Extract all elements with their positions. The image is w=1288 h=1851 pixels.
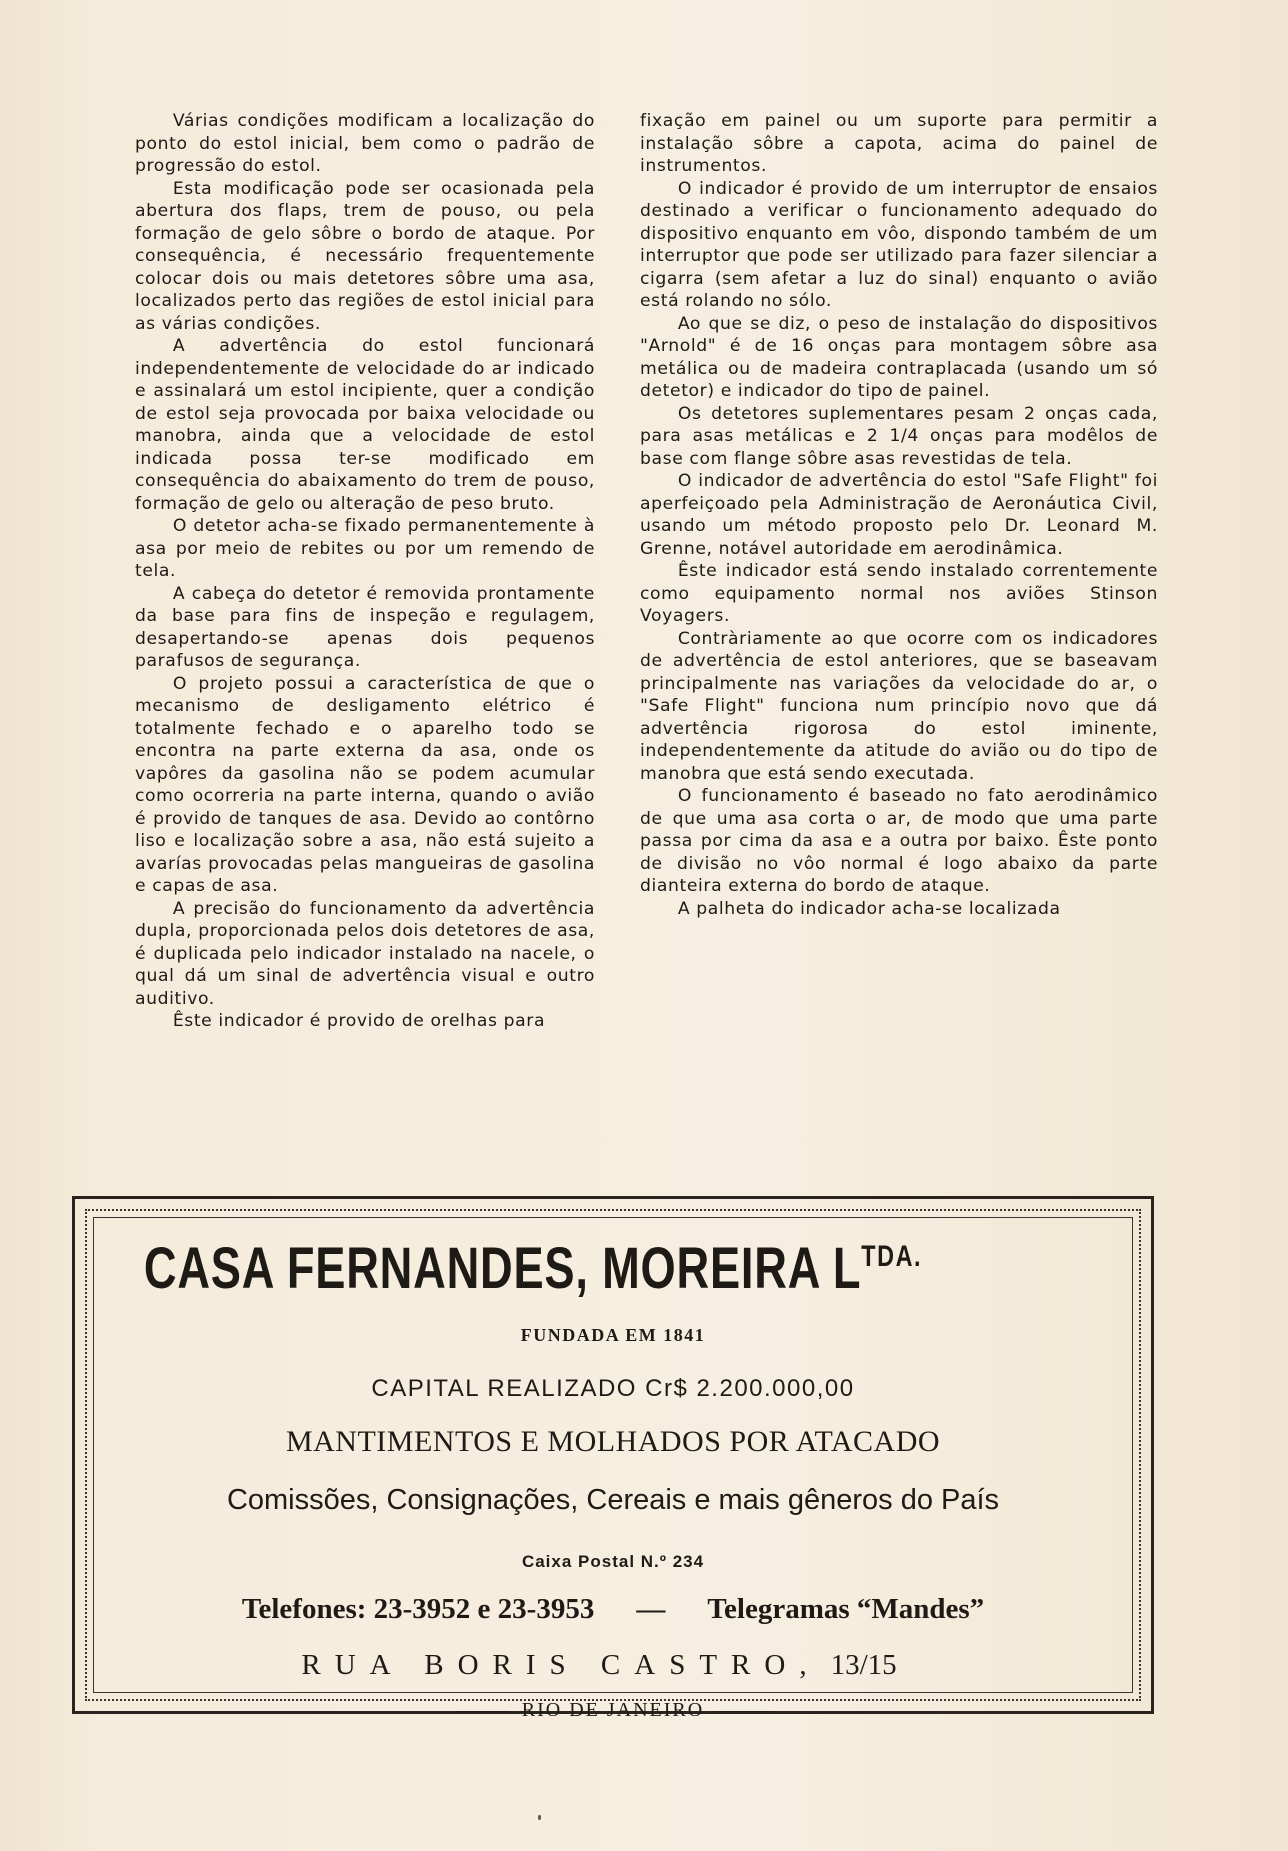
phones-text: Telefones: 23-3952 e 23-3953 (241, 1593, 595, 1625)
city-line (75, 1699, 1151, 1722)
rule-left (456, 1711, 508, 1712)
paragraph: Êste indicador está sendo instalado correntemente como equipamento normal nos aviões Stinson Voyagers. (640, 561, 1158, 626)
street-number: 13/15 (830, 1649, 897, 1681)
paragraph: Várias condições modificam a localização do ponto do estol inicial, bem como o padrão de progressão do estol. (135, 111, 595, 176)
paper-speck (538, 1815, 541, 1820)
po-box-line: Caixa Postal N.º 234 (521, 1552, 705, 1571)
rule-right (718, 1711, 770, 1712)
company-name: CASA FERNANDES, MOREIRA $L^{TDA.}$ (143, 1236, 923, 1301)
paragraph: O indicador é provido de um interruptor de ensaios destinado a verificar o funcionamento adequado do dispositivo enquanto em vôo, dispondo também de um interruptor que pode ser utilizado para fazer silenciar a cigarra (sem afetar a luz do sinal) enquanto o avião está rolando no sólo. (640, 178, 1158, 311)
paragraph: Ao que se diz, o peso de instalação do dispositivos "Arnold" é de 16 onças para montagem sôbre asa metálica ou de madeira contraplacada (usando um só detetor) e indicador do tipo de painel. (640, 313, 1158, 401)
separator-dash: — (636, 1593, 666, 1625)
paragraph: A cabeça do detetor é removida prontamente da base para fins de inspeção e regulagem, desapertando-se apenas dois pequenos parafusos de segurança. (135, 583, 595, 671)
founded-line: FUNDADA EM 1841 (520, 1325, 706, 1345)
paragraph: O funcionamento é baseado no fato aerodinâmico de que uma asa corta o ar, de modo que uma parte passa por cima da asa e a outra por baixo. Êste ponto de divisão no vôo normal é logo abaixo da parte dianteira externa do bordo de ataque. (640, 786, 1158, 896)
paragraph: A palheta do indicador acha-se localizada (677, 898, 1061, 919)
business-line: MANTIMENTOS E MOLHADOS POR ATACADO (285, 1425, 941, 1458)
article-column-right (640, 110, 1158, 920)
paragraph: Esta modificação pode ser ocasionada pela abertura dos flaps, trem de pouso, ou pela formação de gelo sôbre o bordo de ataque. Por consequência, é necessário frequentemente colocar dois ou mais detetores sôbre uma asa, localizados perto das regiões de estol inicial para as várias condições. (135, 178, 595, 334)
paragraph: A precisão do funcionamento da advertência dupla, proporcionada pelos dois detetores de asa, é duplicada pelo indicador instalado na nacele, o qual dá um sinal de advertência visual e outro auditivo. (135, 898, 595, 1009)
contact-line (75, 1593, 1151, 1626)
paragraph: O indicador de advertência do estol "Safe Flight" foi aperfeiçoado pela Administração de Aeronáutica Civil, usando um método proposto pelo Dr. Leonard M. Grenne, notável autoridade em aerodinâmica. (640, 471, 1158, 559)
address-line (61, 1649, 1137, 1682)
article-column-left (135, 110, 595, 1033)
paragraph: O projeto possui a característica de que o mecanismo de desligamento elétrico é totalmente fechado e o aparelho todo se encontra na parte externa da asa, onde os vapôres da gasolina não se podem acumular como ocorreria na parte interna, quando o avião é provido de tanques de asa. Devido ao contôrno liso e localização sobre a asa, não está sujeito a avarías provocadas pelas mangueiras de gasolina e capas de asa. (135, 673, 595, 896)
street-text: RUA BORIS CASTRO, (301, 1649, 821, 1681)
company-suffix: TDA. (861, 1240, 923, 1273)
services-line: Comissões, Consignações, Cereais e mais gêneros do País (226, 1484, 1000, 1516)
city-text: RIO DE JANEIRO (521, 1699, 705, 1721)
paragraph: Êste indicador é provido de orelhas para (172, 1011, 546, 1031)
paragraph: Contràriamente ao que ocorre com os indicadores de advertência de estol anteriores, que se baseavam principalmente nas variações da velocidade do ar, o "Safe Flight" funciona num princípio novo que dá advertência rigorosa do estol iminente, independentemente da atitude do avião ou do tipo de manobra que está sendo executada. (640, 628, 1158, 784)
telegrams-text: Telegramas “Mandes” (707, 1593, 985, 1625)
paragraph: fixação em painel ou um suporte para permitir a instalação sôbre a capota, acima do painel de instrumentos. (640, 111, 1158, 176)
paragraph: O detetor acha-se fixado permanentemente à asa por meio de rebites ou por um remendo de tela. (135, 516, 595, 581)
paragraph: A advertência do estol funcionará independentemente de velocidade do ar indicado e assinalará um estol incipiente, quer a condição de estol seja provocada por baixa velocidade ou manobra, ainda que a velocidade de estol indicada possa ter-se modificado em consequência do abaixamento do trem de pouso, formação de gelo ou alteração de peso bruto. (135, 336, 595, 514)
paragraph: Os detetores suplementares pesam 2 onças cada, para asas metálicas e 2 1/4 onças para modêlos de base com flange sôbre asas revestidas de tela. (640, 403, 1158, 469)
advertisement-box (72, 1196, 1154, 1721)
capital-line: CAPITAL REALIZADO Cr$ 2.200.000,00 (371, 1375, 855, 1402)
